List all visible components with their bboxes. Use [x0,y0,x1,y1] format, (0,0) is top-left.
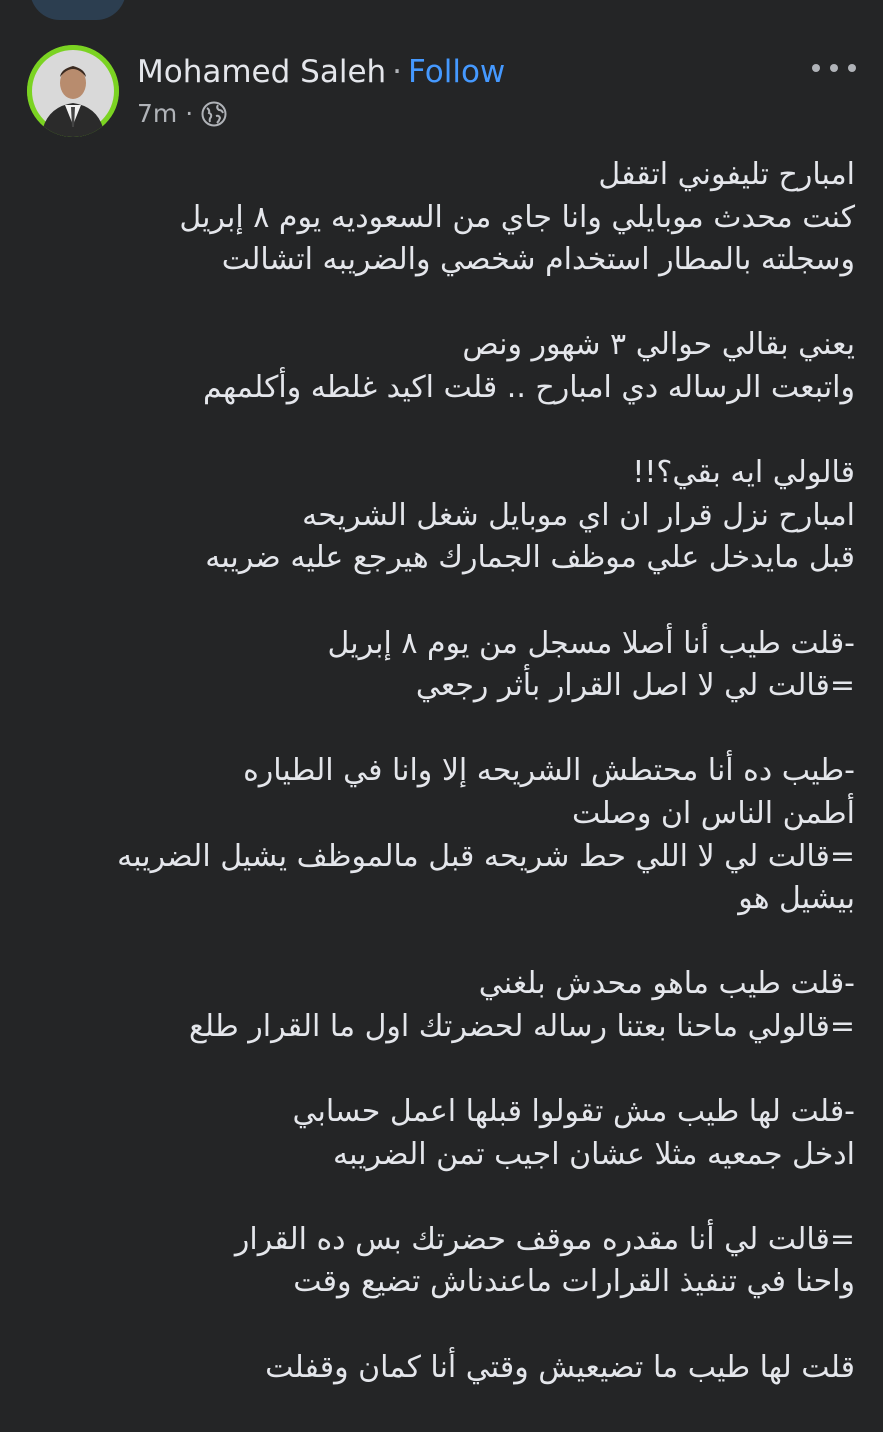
post-line: امبارح تليفوني اتقفل [598,157,855,192]
post-paragraph [55,324,855,409]
globe-icon [201,101,227,127]
post-line: =قالت لي لا اللي حط شريحه قبل مالموظف يشيل الضريبه [117,838,855,874]
post-line: =قالولي ماحنا بعتنا رساله لحضرتك اول ما القرار طلع [188,1008,855,1044]
post-meta [137,97,227,131]
post-line: =قالت لي لا اصل القرار بأثر رجعي [415,668,855,704]
more-dot [848,64,856,72]
post-line: -قلت طيب ماهو محدش بلغني [478,966,855,1002]
post-paragraph [55,452,855,580]
post-time[interactable]: 7m [137,99,178,128]
post-header [0,0,883,150]
name-separator: · [392,54,403,90]
post-line: -قلت لها طيب مش تقولوا قبلها اعمل حسابي [292,1094,855,1130]
avatar[interactable] [27,45,119,137]
post-line: يعني بقالي حوالي ٣ شهور ونص [462,327,855,363]
more-options-icon[interactable] [812,56,856,80]
post-body [55,154,855,1432]
post-line: قبل مايدخل علي موظف الجمارك هيرجع عليه ضريبه [205,540,855,576]
post-paragraph [55,1347,855,1390]
post-paragraph [55,1091,855,1176]
post-line: بيشيل هو [738,881,855,917]
post-line: =قالت لي أنا مقدره موقف حضرتك بس ده القرار [234,1221,855,1257]
post-line: -طيب ده أنا محتطش الشريحه إلا وانا في الطياره [243,753,855,789]
author-name[interactable]: Mohamed Saleh [137,54,387,90]
author-row [137,52,505,92]
post-line: -قلت طيب أنا أصلا مسجل من يوم ٨ إبريل [327,625,855,661]
more-dot [830,64,838,72]
post-paragraph [55,623,855,708]
post-line: أطمن الناس ان وصلت [571,795,855,831]
post-paragraph [55,750,855,920]
follow-button[interactable]: Follow [408,54,506,90]
more-dot [812,64,820,72]
avatar-photo [27,45,119,137]
meta-separator: · [185,99,194,128]
post-line: قالولي ايه بقي؟!! [632,455,855,491]
post-line: كنت محدث موبايلي وانا جاي من السعوديه يوم ٨ إبريل [179,199,855,235]
post-line: واحنا في تنفيذ القرارات ماعندناش تضيع وقت [293,1264,855,1300]
post-paragraph [55,1219,855,1304]
post-paragraph [55,963,855,1048]
post-paragraph [55,154,855,282]
post-line: امبارح نزل قرار ان اي موبايل شغل الشريحه [302,497,855,533]
post-line: ادخل جمعيه مثلا عشان اجيب تمن الضريبه [333,1136,855,1172]
post-line: واتبعت الرساله دي امبارح .. قلت اكيد غلطه وأكلمهم [203,369,855,405]
post-line: قلت لها طيب ما تضيعيش وقتي أنا كمان وقفلت [265,1349,855,1385]
post-line: وسجلته بالمطار استخدام شخصي والضريبه اتشالت [221,242,855,278]
